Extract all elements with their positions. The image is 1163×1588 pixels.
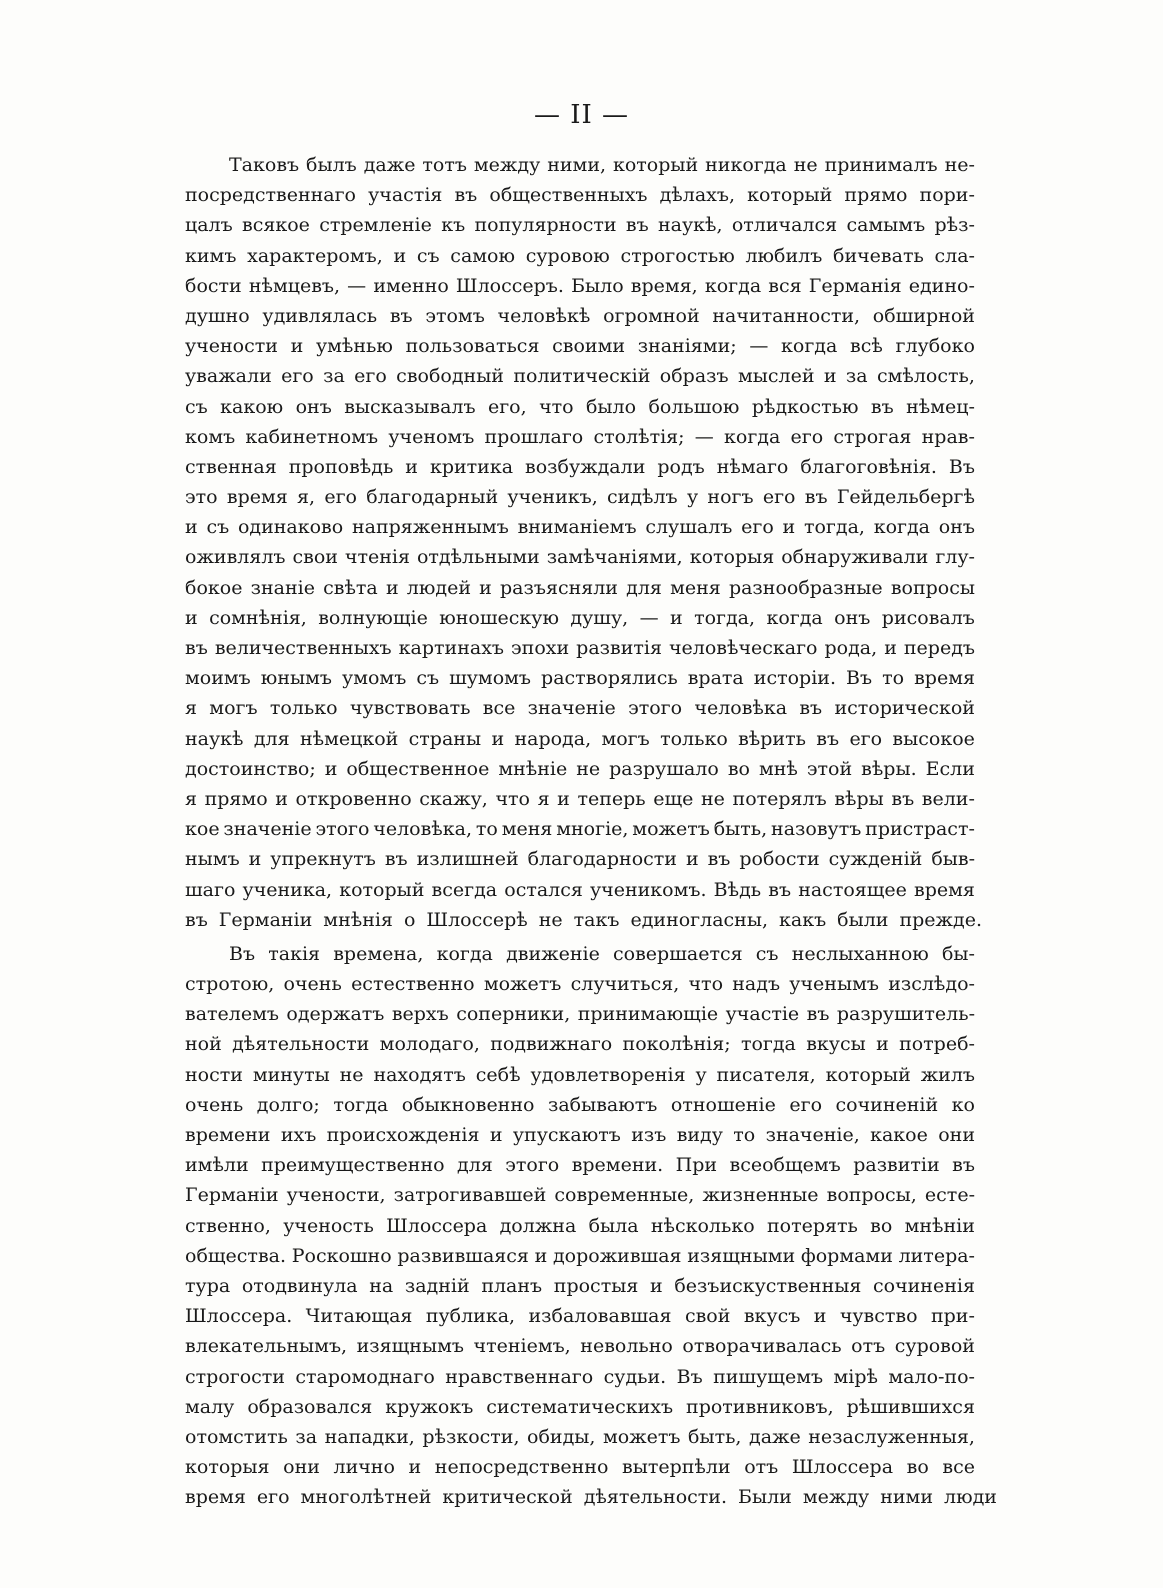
paragraph bbox=[185, 150, 982, 935]
text-line: Въ такія времена, когда движеніе совершается съ неслыханною бы- bbox=[229, 942, 975, 965]
text-line: время его многолѣтней критической дѣятельности. Были между ними люди bbox=[185, 1486, 997, 1509]
text-line: Германіи учености, затрогивавшей современные, жизненные вопросы, есте- bbox=[185, 1184, 975, 1207]
text-line: бости нѣмцевъ, — именно Шлоссеръ. Было время, когда вся Германія едино- bbox=[185, 274, 975, 297]
text-line: ности минуты не находятъ себѣ удовлетворенія у писателя, который жилъ bbox=[185, 1063, 975, 1086]
text-line: оживлялъ свои чтенія отдѣльными замѣчаніями, которыя обнаруживали глу- bbox=[185, 546, 975, 569]
text-line: времени ихъ происхожденія и упускаютъ изъ виду то значеніе, какое они bbox=[185, 1124, 975, 1146]
text-line: и сомнѣнія, волнующіе юношескую душу, — и тогда, когда онъ рисовалъ bbox=[185, 606, 975, 629]
text-line: Шлоссера. Читающая публика, избаловавшая свой вкусъ и чувство при- bbox=[185, 1305, 975, 1328]
text-line: тура отодвинула на задній планъ простыя и безъискуственныя сочиненія bbox=[185, 1274, 975, 1297]
text-line: Таковъ былъ даже тотъ между ними, который никогда не принималъ не- bbox=[229, 154, 975, 176]
text-line: комъ кабинетномъ ученомъ прошлаго столѣтія; — когда его строгая нрав- bbox=[185, 425, 975, 448]
text-line: уважали его за его свободный политическій образъ мыслей и за смѣлость, bbox=[185, 365, 975, 388]
page-number: — II — bbox=[533, 100, 630, 130]
text-line: кимъ характеромъ, и съ самою суровою строгостью любилъ бичевать сла- bbox=[185, 244, 975, 267]
text-line: душно удивлялась въ этомъ человѣкѣ огромной начитанности, обширной bbox=[185, 304, 975, 327]
text-line: я могъ только чувствовать все значеніе этого человѣка въ исторической bbox=[185, 697, 975, 720]
text-line: въ величественныхъ картинахъ эпохи развитія человѣческаго рода, и передъ bbox=[185, 637, 975, 659]
text-line: я прямо и откровенно скажу, что я и теперь еще не потерялъ вѣры въ вели- bbox=[185, 787, 975, 810]
text-line: нымъ и упрекнутъ въ излишней благодарности и въ робости сужденій быв- bbox=[185, 848, 975, 871]
text-line: влекательнымъ, изящнымъ чтеніемъ, невольно отворачивалась отъ суровой bbox=[185, 1335, 975, 1358]
text-line: малу образовался кружокъ систематическихъ противниковъ, рѣшившихся bbox=[185, 1395, 975, 1418]
text-line: имѣли преимущественно для этого времени. При всеобщемъ развитіи въ bbox=[185, 1154, 975, 1177]
text-line: очень долго; тогда обыкновенно забываютъ отношеніе его сочиненій ко bbox=[185, 1093, 975, 1116]
text-line: кое значеніе этого человѣка, то меня многіе, можетъ быть, назовутъ пристраст- bbox=[185, 818, 975, 841]
text-line: моимъ юнымъ умомъ съ шумомъ растворялись врата исторіи. Въ то время bbox=[185, 667, 975, 690]
text-line: которыя они лично и непосредственно вытерпѣли отъ Шлоссера во все bbox=[185, 1456, 975, 1479]
text-line: ственно, ученость Шлоссера должна была нѣсколько потерять во мнѣніи bbox=[185, 1214, 975, 1237]
text-line: наукѣ для нѣмецкой страны и народа, могъ только вѣрить въ его высокое bbox=[185, 727, 975, 750]
text-line: и съ одинаково напряженнымъ вниманіемъ слушалъ его и тогда, когда онъ bbox=[185, 516, 975, 539]
text-line: цалъ всякое стремленіе къ популярности въ наукѣ, отличался самымъ рѣз- bbox=[185, 214, 975, 237]
text-line: ной дѣятельности молодаго, подвижнаго поколѣнія; тогда вкусы и потреб- bbox=[185, 1033, 975, 1056]
text-line: ственная проповѣдь и критика возбуждали родъ нѣмаго благоговѣнія. Въ bbox=[185, 455, 975, 478]
text-line: учености и умѣнью пользоваться своими знаніями; — когда всѣ глубоко bbox=[185, 335, 975, 358]
text-line: съ какою онъ высказывалъ его, что было большою рѣдкостью въ нѣмец- bbox=[185, 395, 975, 418]
text-line: вателемъ одержатъ верхъ соперники, принимающіе участіе въ разрушитель- bbox=[185, 1003, 975, 1026]
text-line: стротою, очень естественно можетъ случиться, что надъ ученымъ изслѣдо- bbox=[185, 973, 975, 996]
text-line: это время я, его благодарный ученикъ, сидѣлъ у ногъ его въ Гейдельбергѣ bbox=[185, 486, 975, 509]
text-line: достоинство; и общественное мнѣніе не разрушало во мнѣ этой вѣры. Если bbox=[185, 757, 975, 780]
text-line: строгости старомоднаго нравственнаго судьи. Въ пишущемъ мірѣ мало-по- bbox=[185, 1365, 975, 1388]
text-line: въ Германіи мнѣнія о Шлоссерѣ не такъ единогласны, какъ были прежде. bbox=[185, 908, 982, 931]
text-line: бокое знаніе свѣта и людей и разъясняли для меня разнообразные вопросы bbox=[185, 576, 975, 599]
text-line: шаго ученика, который всегда остался ученикомъ. Вѣдь въ настоящее время bbox=[185, 878, 975, 901]
paragraph bbox=[185, 939, 997, 1513]
text-line: посредственнаго участія въ общественныхъ дѣлахъ, который прямо пори- bbox=[185, 184, 975, 207]
text-line: общества. Роскошно развившаяся и дорожившая изящными формами литера- bbox=[185, 1244, 975, 1267]
body-text bbox=[185, 150, 997, 1512]
text-line: отомстить за нападки, рѣзкости, обиды, можетъ быть, даже незаслуженныя, bbox=[185, 1425, 975, 1448]
